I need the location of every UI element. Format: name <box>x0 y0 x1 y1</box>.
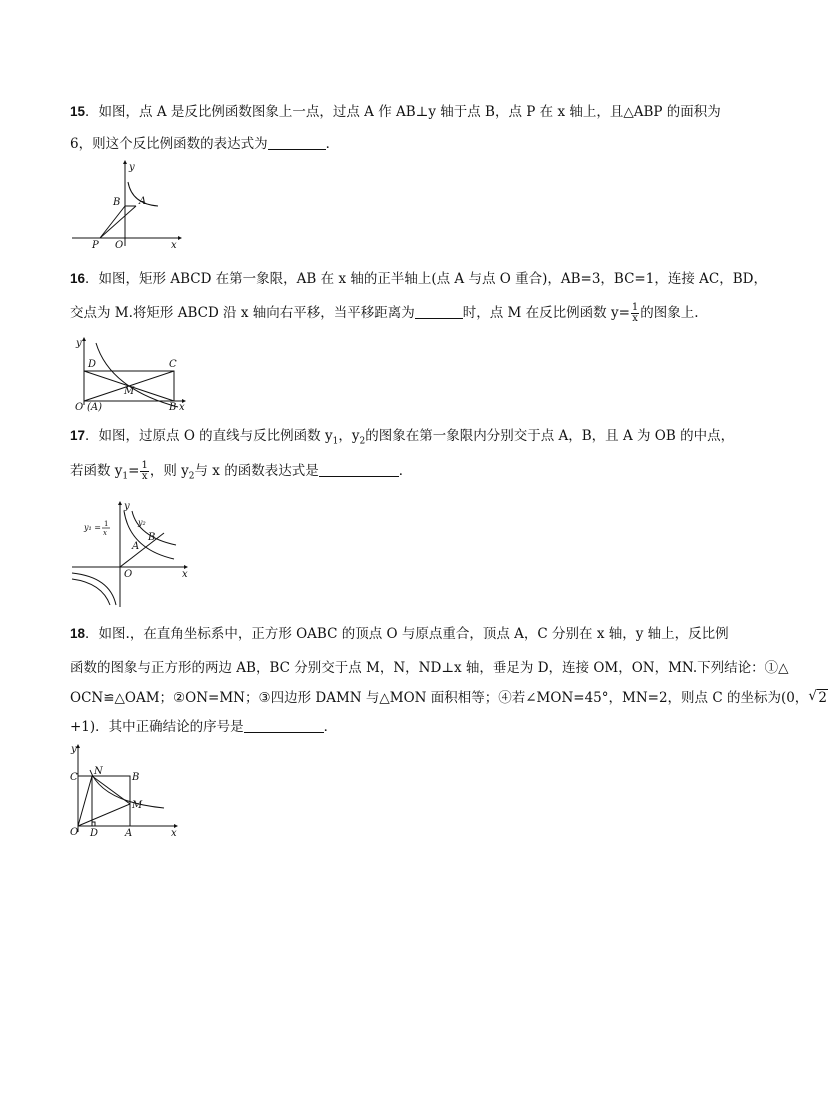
q18-label-d: D <box>90 828 99 839</box>
q18-label-o: O <box>70 827 79 838</box>
q18-segment-on <box>78 776 92 826</box>
q15-text-2: 6，则这个反比例函数的表达式为 <box>70 136 268 152</box>
q17-text-end: ． <box>398 463 413 479</box>
q18-text-3: OCN≌△OAM；②ON=MN；③四边形 DAMN 与△MON 面积相等；④若∠MON=45°，MN=2，则点 C 的坐标为(0， <box>70 690 809 706</box>
q17-label-o: O <box>124 569 133 580</box>
q17-y-arrow <box>118 501 122 505</box>
q17-frac-num: 1 <box>141 460 148 471</box>
q18-label-b: B <box>132 772 140 783</box>
q16-line1 <box>70 271 767 287</box>
q17-text-1: ．如图，过原点 O 的直线与反比例函数 y <box>85 428 333 444</box>
q16-label-m: M <box>124 386 135 397</box>
q18-label-n: N <box>94 766 103 777</box>
q18-label-y: y <box>71 744 77 755</box>
q16-label-y: y <box>76 338 82 349</box>
q17-curve-y2-q3 <box>72 579 110 605</box>
q15-segment-pb <box>100 206 125 238</box>
q17-label-y1-num: 1 <box>104 520 109 528</box>
q15-line1 <box>70 104 730 120</box>
q16-line2 <box>70 303 730 324</box>
q18-line2 <box>70 660 789 676</box>
q16-label-a: (A) <box>87 402 103 413</box>
q18-square <box>78 776 130 826</box>
q18-figure <box>70 740 185 840</box>
q17-label-y2: y₂ <box>138 518 146 527</box>
q17-label-y: y <box>124 501 130 512</box>
q16-y-arrow <box>82 337 86 341</box>
q16-text-1: ．如图，矩形 ABCD 在第一象限，AB 在 x 轴的正半轴上(点 A 与点 O 重合)，AB=3，BC=1，连接 AC，BD， <box>85 271 767 287</box>
q18-answer-blank[interactable] <box>244 720 324 733</box>
q17-text-2: ，y <box>338 428 360 444</box>
q15-text-end: ． <box>325 136 340 152</box>
q18-line3 <box>70 688 827 706</box>
q17-sub-1: 1 <box>332 436 339 447</box>
q18-label-m: M <box>132 800 143 811</box>
q18-line4 <box>70 719 730 735</box>
q18-segment-om <box>78 804 130 826</box>
q15-x-arrow <box>178 236 182 240</box>
q18-label-x: x <box>171 828 177 839</box>
q17-sub-3: 1 <box>122 471 129 482</box>
q17-answer-blank[interactable] <box>319 464 399 477</box>
q17-line2 <box>70 461 730 485</box>
q17-label-x: x <box>182 569 188 580</box>
q17-line-ob <box>120 533 164 567</box>
q15-number: 15 <box>70 104 86 119</box>
q17-number: 17 <box>70 428 86 443</box>
q15-label-y: y <box>129 162 135 173</box>
q18-text-2: 函数的图象与正方形的两边 AB，BC 分别交于点 M，N，ND⊥x 轴，垂足为 D，连接 OM，ON，MN.下列结论：①△ <box>70 660 789 676</box>
q16-label-o: O <box>75 402 84 413</box>
q17-text-3: 的图象在第一象限内分别交于点 A，B，且 A 为 OB 的中点， <box>365 428 735 444</box>
q17-figure <box>70 497 195 609</box>
q18-text-4: +1)．其中正确结论的序号是 <box>70 719 244 735</box>
q17-text-5: ，则 y <box>149 463 189 479</box>
q15-label-x: x <box>171 240 177 251</box>
q17-sub-2: 2 <box>359 436 366 447</box>
q18-right-angle <box>92 822 95 826</box>
q16-hyperbola <box>96 343 178 407</box>
q16-frac-den: x <box>632 313 638 324</box>
q16-label-b: B <box>169 402 177 413</box>
q15-y-arrow <box>123 160 127 164</box>
q15-text-1: ．如图，点 A 是反比例函数图象上一点，过点 A 作 AB⊥y 轴于点 B，点 P 在 x 轴上，且△ABP 的面积为 <box>85 104 721 120</box>
q15-label-p: P <box>92 240 99 251</box>
q16-label-x: x <box>179 402 185 413</box>
q16-fraction <box>631 303 639 324</box>
q15-answer-blank[interactable] <box>268 137 326 150</box>
q16-label-d: D <box>88 359 97 370</box>
q18-number: 18 <box>70 626 86 641</box>
q17-fraction <box>140 461 148 482</box>
q16-text-3: 时，点 M 在反比例函数 y= <box>462 305 630 321</box>
q16-answer-blank[interactable] <box>415 306 463 319</box>
q16-frac-num: 1 <box>631 302 639 313</box>
q18-sqrt <box>808 690 828 706</box>
q17-text-4: 若函数 y <box>70 463 123 479</box>
q17-frac-den: x <box>141 471 148 482</box>
q18-segment-mn <box>92 776 130 804</box>
q15-segment-pa <box>100 206 136 238</box>
q18-sqrt-value: 2 <box>818 690 827 706</box>
q15-label-a: A <box>139 196 147 207</box>
q18-line1 <box>70 626 730 642</box>
q17-label-y1: y₁ = <box>84 523 101 532</box>
q15-label-o: O <box>115 240 124 251</box>
q15-figure <box>70 160 185 250</box>
q18-text-end: ． <box>323 719 338 735</box>
q18-label-c: C <box>70 772 78 783</box>
q17-sub-4: 2 <box>188 471 195 482</box>
q18-sqrt-symbol: √ <box>808 688 817 704</box>
q15-line2 <box>70 136 730 152</box>
q15-label-b: B <box>113 197 121 208</box>
q17-label-b: B <box>148 532 156 543</box>
q18-label-a: A <box>125 828 133 839</box>
q16-label-c: C <box>169 359 177 370</box>
q17-label-a: A <box>132 541 140 552</box>
q16-text-4: 的图象上. <box>640 305 699 321</box>
q17-eq: = <box>128 463 140 479</box>
q17-label-y1-den: x <box>103 529 107 537</box>
q17-line1 <box>70 428 735 450</box>
q16-figure <box>70 335 190 413</box>
q17-text-6: 与 x 的函数表达式是 <box>194 463 319 479</box>
q18-text-1: ．如图.，在直角坐标系中，正方形 OABC 的顶点 O 与原点重合，顶点 A，C 分别在 x 轴，y 轴上，反比例 <box>85 626 729 642</box>
q17-curve-y1-q3 <box>72 573 116 605</box>
q16-number: 16 <box>70 271 86 286</box>
q16-text-2: 交点为 M.将矩形 ABCD 沿 x 轴向右平移，当平移距离为 <box>70 305 415 321</box>
